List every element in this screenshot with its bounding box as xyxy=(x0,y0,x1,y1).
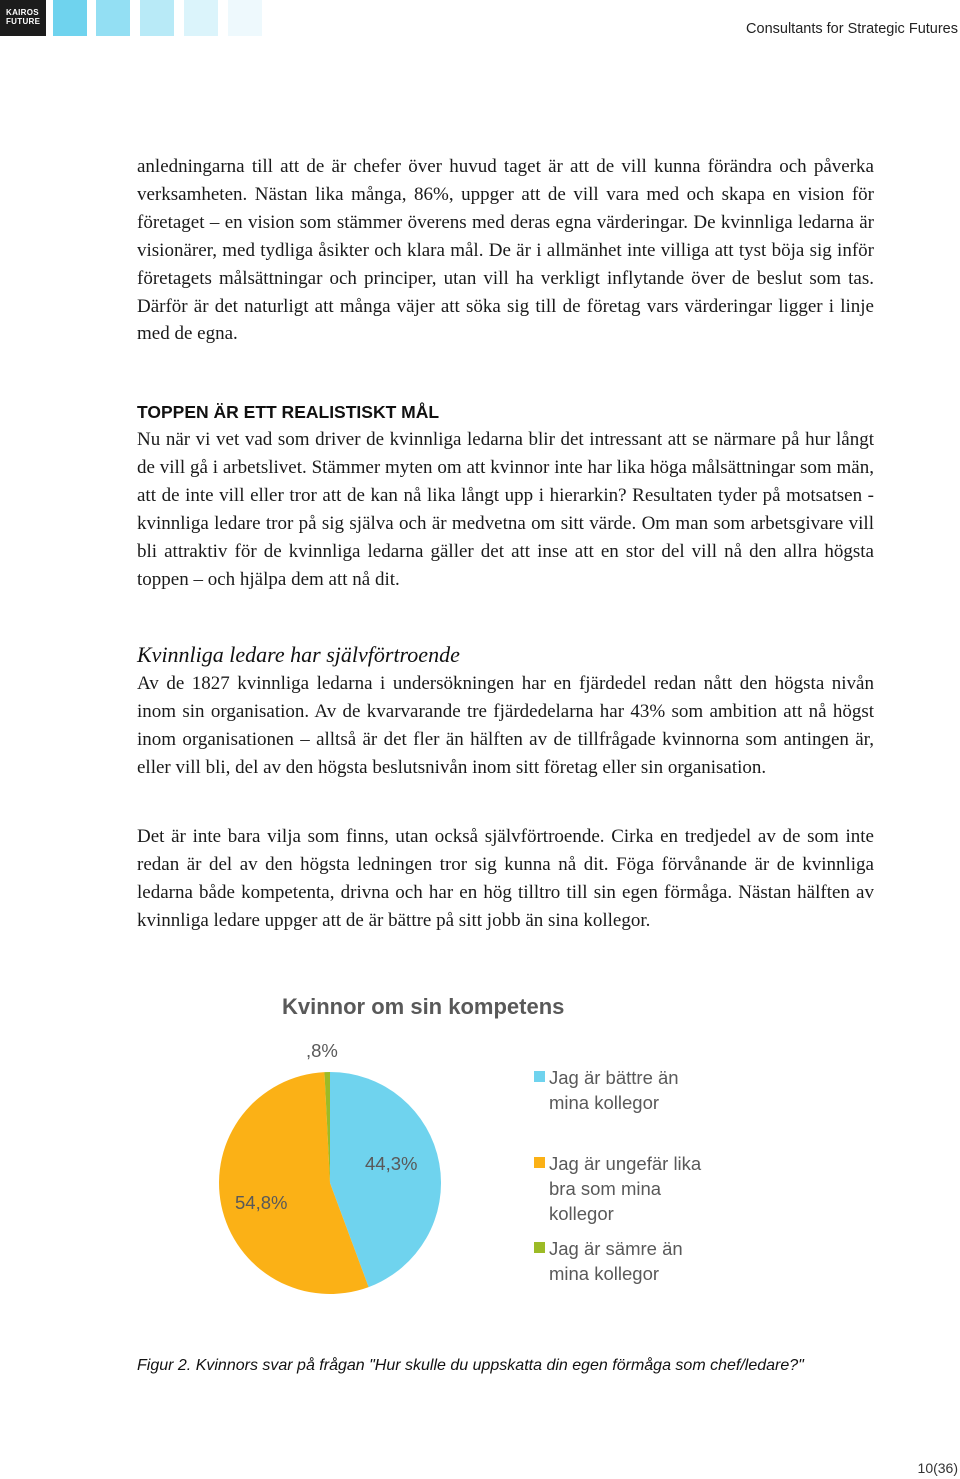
legend-label-battre-line2: mina kollegor xyxy=(549,1092,660,1113)
header-tagline: Consultants for Strategic Futures xyxy=(746,21,958,37)
chart-title: Kvinnor om sin kompetens xyxy=(282,994,565,1019)
legend-label-samre-line1: Jag är sämre än xyxy=(549,1238,683,1259)
data-label-ungefar-lika: 54,8% xyxy=(235,1192,288,1213)
body-paragraph-2: Nu när vi vet vad som driver de kvinnliga ledarna blir det intressant att se närmare på hur långt de vill gå i arbetslivet. Stämmer myten om att kvinnor inte har lika höga målsättningar som män, att de inte vill eller tror att de kan nå lika långt upp i hierarkin? Resultaten tyder på motsatsen - kvinnliga ledare tror på sig själva och är medvetna om sitt värde. Om man som arbetsgivare vill bli attraktiv för de kvinnliga ledarna gäller det att inse att en stor del vill nå den allra högsta toppen – och hjälpa dem att nå dit. xyxy=(137,429,874,590)
section-heading-sjalvfortroende: Kvinnliga ledare har självförtroende xyxy=(137,642,460,667)
section-heading-toppen: TOPPEN ÄR ETT REALISTISKT MÅL xyxy=(137,402,440,422)
legend-label-samre-line2: mina kollegor xyxy=(549,1263,660,1284)
legend-swatch-battre xyxy=(534,1071,545,1082)
legend-label-ungefar-line3: kollegor xyxy=(549,1203,614,1224)
legend-item-battre xyxy=(534,1065,744,1115)
logo-line-2: FUTURE xyxy=(6,17,41,26)
data-label-battre: 44,3% xyxy=(365,1153,418,1174)
page-number: 10(36) xyxy=(917,1460,958,1476)
body-paragraph-1: anledningarna till att de är chefer över huvud taget är att de vill kunna förändra och påverka verksamheten. Nästan lika många, 86%, uppger att de vill vara med och skapa en vision för företaget – en vision som stämmer överens med deras egna värderingar. De kvinnliga ledarna är visionärer, med tydliga åsikter och klara mål. De är i allmänhet inte villiga att tyst böja sig inför företagets målsättningar och principer, utan vill ha verkligt inflytande över de beslut som tas. Därför är det naturligt att många väjer att söka sig till de företag vars värderingar ligger i linje med de egna. xyxy=(137,156,874,345)
figure-caption: Figur 2. Kvinnors svar på frågan "Hur skulle du uppskatta din egen förmåga som chef/ledare?" xyxy=(137,1357,804,1374)
data-label-samre: ,8% xyxy=(306,1040,338,1061)
body-paragraph-4: Det är inte bara vilja som finns, utan också självförtroende. Cirka en tredjedel av de som inte redan är del av den högsta ledningen tror sig kunna nå dit. Föga förvånande är de kvinnliga ledarna både kompetenta, drivna och har en hög tilltro till sin egen förmåga. Nästan hälften av kvinnliga ledare uppger att de är bättre på sitt jobb än sina kollegor. xyxy=(137,826,874,931)
legend-item-samre xyxy=(534,1236,744,1286)
legend-item-ungefar-lika xyxy=(534,1151,744,1226)
legend-swatch-samre xyxy=(534,1242,545,1253)
legend-swatch-ungefar-lika xyxy=(534,1157,545,1168)
legend-label-battre-line1: Jag är bättre än xyxy=(549,1067,679,1088)
body-paragraph-3: Av de 1827 kvinnliga ledarna i undersökningen har en fjärdedel redan nått den högsta nivån inom sin organisation. Av de kvarvarande tre fjärdedelarna har 43% som ambition att nå högst inom organisationen – alltså är det fler än hälften av de tillfrågade kvinnorna som antingen är, eller vill bli, del av den högsta beslutsnivån inom sitt företag eller sin organisation. xyxy=(137,673,874,778)
logo-line-1: KAIROS xyxy=(6,8,39,17)
legend-label-ungefar-line1: Jag är ungefär lika xyxy=(549,1153,702,1174)
legend-label-ungefar-line2: bra som mina xyxy=(549,1178,662,1199)
